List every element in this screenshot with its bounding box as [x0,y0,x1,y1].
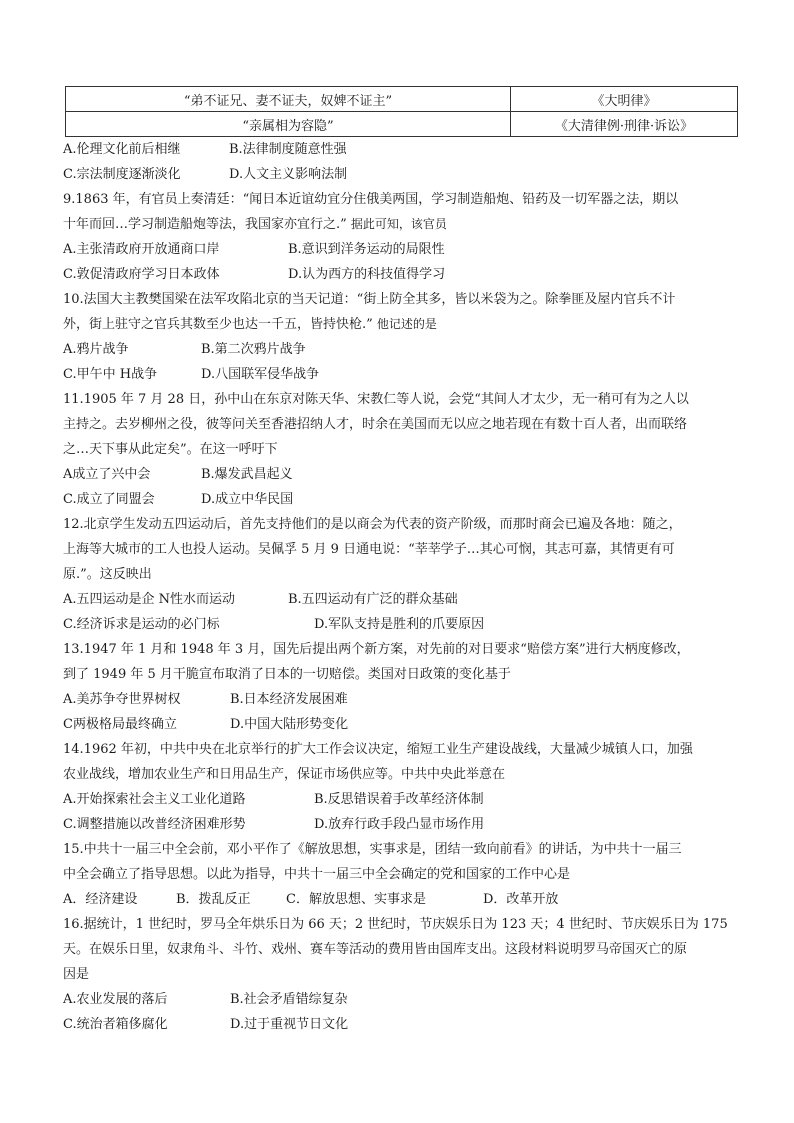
q11-option-d: D.成立中华民国 [201,492,294,507]
table-row [66,87,738,112]
q8-options-row1 [63,137,739,162]
q12-option-c: C.经济诉求是运动的必门标 [63,617,220,632]
q10-stem-line1: 10.法国大主教樊国梁在法军攻陷北京的当天记道：“街上防全其多，皆以米袋为之。除拳匪及屋内官兵不计 [63,292,676,307]
table-cell-quote: “弟不证兄、妻不证夫，奴婢不证主” [66,87,511,112]
q16-option-a: A.农业发展的落后 [63,992,168,1007]
q10-stem-question: 他记述的是 [376,317,437,331]
q15-option-d: D．改革开放 [483,892,559,907]
q10-stem-line2 [63,312,739,337]
q9-stem-question: 据此可知，该官员 [350,217,447,231]
q11-stem-line2: 主持之。去岁柳州之役，彼等问关至香港招纳人才，时余在美国而无以应之地若现在有数十百人者，出而联络 [63,417,688,432]
q14-option-c: C.调整措施以改普经济困难形势 [63,817,246,832]
q16-options-row1 [63,987,739,1012]
q13-options-row2 [63,712,739,737]
q11-stem-line1: 11.1905 年 7 月 28 日，孙中山在东京对陈天华、宋教仁等人说，会党“其间人才太少，无一稍可有为之人以 [63,392,689,407]
q10-options-row1 [63,337,739,362]
q12-stem-line3: 原.”。这反映出 [63,567,152,582]
q14-options-row1 [63,787,739,812]
q11-options-row2 [63,487,739,512]
reference-table [65,86,738,137]
q9-stem-line1: 9.1863 年，有官员上奏清廷：“闻日本近谊幼宜分住俄美两国，学习制造船炮、铅药及一切军器之法，期以 [63,192,679,207]
q14-option-b: B.反思错误着手改革经济体制 [314,792,484,807]
q8-option-b: B.法律制度随意性强 [229,142,347,157]
q13-option-c: C两极格局最终确立 [63,717,177,732]
q16-stem-line2: 天。在娱乐日里，奴隶角斗、斗竹、戏州、赛车等活动的费用皆由国库支出。这段材料说明罗马帝国灭亡的原 [63,942,688,957]
q13-option-b: B.日本经济发展困难 [230,692,348,707]
q11-options-row1 [63,462,739,487]
q14-options-row2 [63,812,739,837]
exam-page [63,86,739,1037]
table-cell-source: 《大明律》 [511,87,738,112]
q16-option-d: D.过于重视节日文化 [230,1017,349,1032]
q9-options-row1 [63,237,739,262]
q10-option-d: D.八国联军侵华战争 [201,367,320,382]
q15-option-b: B．拨乱反正 [176,892,251,907]
q8-option-d: D.人文主义影响法制 [229,167,348,182]
q14-stem-line2: 农业战线，增加农业生产和日用品生产，保证市场供应等。中共中央此举意在 [63,767,506,782]
table-cell-quote: “亲属相为容隐” [66,112,511,137]
q13-stem-line1: 13.1947 年 1 月和 1948 年 3 月，国先后提出两个新方案，对先前的对日要求“赔偿方案”进行大柄度修改， [63,642,690,657]
q11-stem-line3: 之…天下事从此定矣”。在这一呼吁下 [63,442,278,457]
q12-options-row1 [63,587,739,612]
q14-option-d: D.放弃行政手段凸显市场作用 [314,817,485,832]
table-cell-source: 《大清律例·刑律·诉讼》 [511,112,738,137]
q12-option-a: A.五四运动是企 N性水而运动 [63,592,236,607]
q16-options-row2 [63,1012,739,1037]
q9-stem-quote: 十年而回…学习制造船炮等法，我国家亦宜行之.” [63,217,347,232]
q13-options-row1 [63,687,739,712]
q15-stem-line2: 中全会确立了指导思想。以此为指导，中共十一届三中全会确定的党和国家的工作中心是 [63,867,571,882]
q14-option-a: A.开始探索社会主义工业化道路 [63,792,246,807]
q9-option-c: C.敦促清政府学习日本政体 [63,267,220,282]
q16-stem-line1: 16.据统计，1 世纪时，罗马全年烘乐日为 66 天；2 世纪时，节庆娱乐日为 123 天；4 世纪时、节庆娱乐日为 175 [63,917,728,932]
q9-option-b: B.意识到洋务运动的局限性 [288,242,445,257]
q11-option-a: A成立了兴中会 [63,467,151,482]
q12-stem-line1: 12.北京学生发动五四运动后，首先支持他们的是以商会为代表的资产阶级，而那时商会已遍及各地：随之， [63,517,682,532]
q16-option-c: C.统治者箱侈腐化 [63,1017,168,1032]
table-row [66,112,738,137]
q15-option-a: A．经济建设 [63,892,138,907]
q12-option-b: B.五四运动有广泛的群众基础 [288,592,458,607]
q11-option-c: C.成立了同盟会 [63,492,155,507]
q12-options-row2 [63,612,739,637]
q10-option-b: B.第二次鸦片战争 [201,342,306,357]
q16-stem-line3: 因是 [63,967,90,982]
q8-option-c: C.宗法制度逐渐淡化 [63,167,181,182]
q13-option-d: D.中国大陆形势变化 [230,717,349,732]
q11-option-b: B.爆发武昌起义 [201,467,293,482]
q10-stem-quote: 外，街上驻守之官兵其数至少也达一千五，皆持快枪.” [63,317,373,332]
q8-options-row2 [63,162,739,187]
q10-option-a: A.鸦片战争 [63,342,129,357]
q15-options-row [63,887,739,912]
q12-stem-line2: 上海等大城市的工人也投人运动。吴佩孚 5 月 9 日通电说：“莘莘学子…其心可悯，其志可嘉，其情更有可 [63,542,675,557]
q9-option-d: D.认为西方的科技值得学习 [288,267,446,282]
q13-option-a: A.美苏争夺世界树权 [63,692,181,707]
q9-options-row2 [63,262,739,287]
q10-option-c: C.甲午中 H战争 [63,367,158,382]
q8-option-a: A.伦理文化前后相继 [63,142,181,157]
q10-options-row2 [63,362,739,387]
q9-option-a: A.主张清政府开放通商口岸 [63,242,220,257]
q12-option-d: D.军队支持是胜利的爪要原因 [314,617,485,632]
q9-stem-line2 [63,212,739,237]
q15-stem-line1: 15.中共十一届三中全会前，邓小平作了《解放思想，实事求是，团结一致向前看》的讲话，为中共十一届三 [63,842,682,857]
q15-option-c: C．解放思想、实事求是 [286,892,426,907]
q14-stem-line1: 14.1962 年初，中共中央在北京举行的扩大工作会议决定，缩短工业生产建设战线，大量减少城镇人口，加强 [63,742,693,757]
q13-stem-line2: 到了 1949 年 5 月干脆宣布取消了日本的一切赔偿。类国对日政策的变化基于 [63,667,511,682]
q16-option-b: B.社会矛盾错综复杂 [230,992,348,1007]
